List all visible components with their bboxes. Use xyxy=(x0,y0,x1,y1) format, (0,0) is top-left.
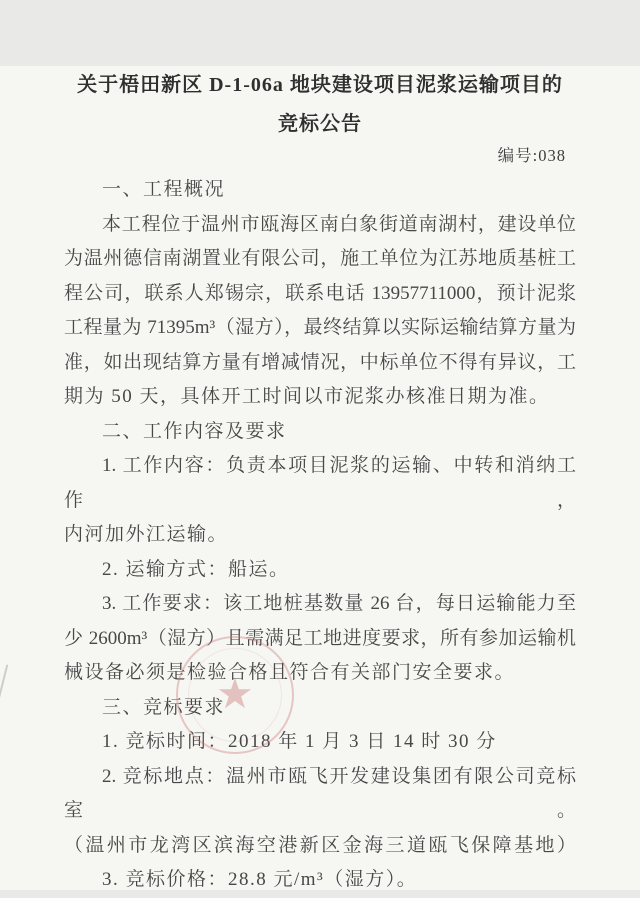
paragraph-line: 本工程位于温州市瓯海区南白象街道南湖村，建设单位 xyxy=(102,213,576,235)
list-item-line: 1. 工作内容：负责本项目泥浆的运输、中转和消纳工作， xyxy=(64,455,576,511)
section-heading-2: 二、工作内容及要求 xyxy=(102,420,287,442)
paragraph-line: 工程量为 71395m³（湿方），最终结算以实际运输结算方量为 xyxy=(64,317,576,338)
list-item-line: 3. 工作要求：该工地桩基数量 26 台，每日运输能力至 xyxy=(102,593,576,614)
paragraph-line: 程公司，联系人郑锡宗，联系电话 13957711000，预计泥浆 xyxy=(64,282,576,304)
paragraph-line: 准，如出现结算方量有增减情况，中标单位不得有异议，工 xyxy=(64,351,576,373)
document-title xyxy=(38,66,602,144)
list-item-line: 内河加外江运输。 xyxy=(64,524,229,545)
list-item-line: 3. 竞标价格：28.8 元/m³（湿方）。 xyxy=(102,869,418,890)
scanned-document-page xyxy=(0,66,640,890)
section-heading-1: 一、工程概况 xyxy=(102,179,226,200)
list-item-line: 械设备必须是检验合格且符合有关部门安全要求。 xyxy=(64,662,516,683)
list-item-line: 少 2600m³（湿方）且需满足工地进度要求，所有参加运输机 xyxy=(64,627,576,649)
paragraph-line: 期为 50 天，具体开工时间以市泥浆办核准日期为准。 xyxy=(64,386,550,407)
document-title-line2: 竞标公告 xyxy=(278,113,362,135)
list-item-line: 2. 竞标地点：温州市瓯飞开发建设集团有限公司竞标室。 xyxy=(64,765,576,821)
document-title-line1: 关于梧田新区 D-1-06a 地块建设项目泥浆运输项目的 xyxy=(77,74,563,96)
paragraph-line: 为温州德信南湖置业有限公司，施工单位为江苏地质基桩工 xyxy=(64,248,576,269)
list-item-line: 2. 运输方式：船运。 xyxy=(102,558,290,580)
list-item-line: （温州市龙湾区滨海空港新区金海三道瓯飞保障基地） xyxy=(64,834,576,856)
section-heading-3: 三、竞标要求 xyxy=(102,696,226,718)
seal-star-icon: ★ xyxy=(216,672,254,718)
document-number: 编号:038 xyxy=(497,146,566,165)
list-item-line: 1. 竞标时间：2018 年 1 月 3 日 14 时 30 分 xyxy=(102,731,497,752)
document-body xyxy=(0,173,640,898)
